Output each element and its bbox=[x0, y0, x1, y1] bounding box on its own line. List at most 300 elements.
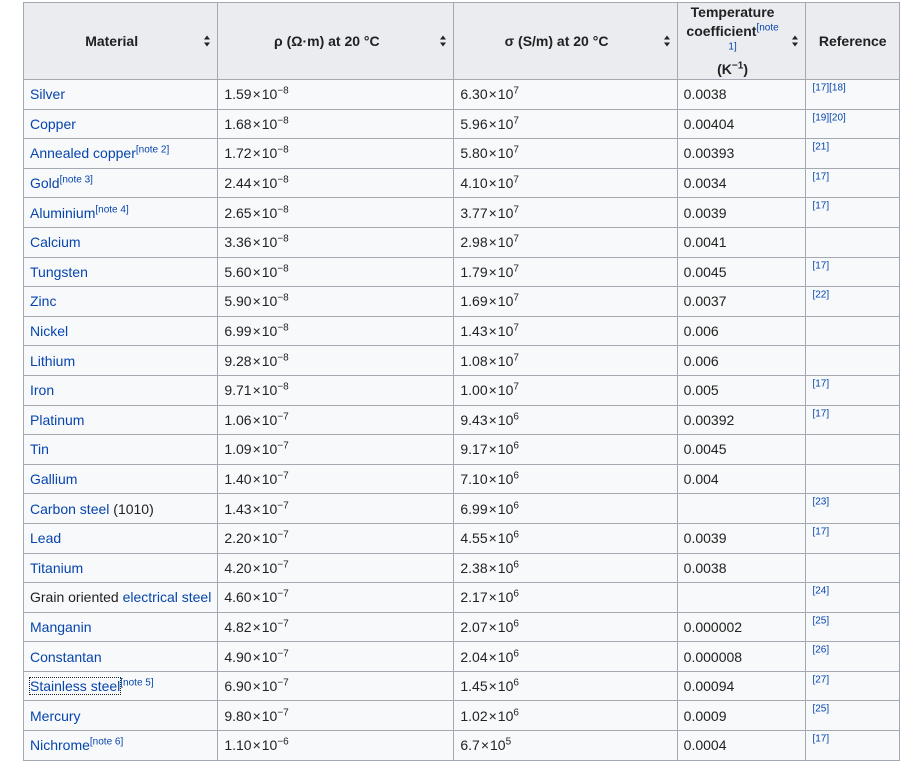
conductivity-exponent: 7 bbox=[513, 85, 519, 97]
table-row bbox=[24, 464, 900, 494]
conductivity-exponent: 6 bbox=[513, 470, 519, 482]
temperature-coefficient-value: 0.00393 bbox=[683, 145, 735, 162]
temperature-coefficient-value: 0.0037 bbox=[683, 293, 727, 310]
base-ten: 10 bbox=[261, 115, 278, 132]
base-ten: 10 bbox=[497, 530, 514, 547]
resistivity-exponent: −7 bbox=[277, 647, 289, 659]
conductivity-mantissa: 2.04 bbox=[460, 648, 488, 665]
conductivity-exponent: 7 bbox=[513, 263, 519, 275]
times-sign: × bbox=[252, 678, 261, 695]
material-link[interactable]: Nickel bbox=[30, 323, 69, 340]
conductivity-cell bbox=[454, 523, 677, 553]
resistivity-mantissa: 1.10 bbox=[224, 737, 252, 754]
conductivity-exponent: 6 bbox=[513, 559, 519, 571]
resistivity-exponent: −7 bbox=[277, 470, 289, 482]
header-material[interactable] bbox=[24, 3, 218, 80]
times-sign: × bbox=[252, 293, 261, 310]
base-ten: 10 bbox=[497, 115, 514, 132]
base-ten: 10 bbox=[497, 589, 514, 606]
material-cell bbox=[24, 168, 218, 198]
resistivity-cell bbox=[218, 731, 454, 761]
sort-icon[interactable] bbox=[440, 36, 447, 47]
reference-link[interactable]: [21] bbox=[812, 141, 830, 153]
material-cell bbox=[24, 583, 218, 613]
base-ten: 10 bbox=[261, 352, 278, 369]
reference-cell bbox=[806, 612, 900, 642]
temperature-coefficient-cell bbox=[677, 287, 806, 317]
times-sign: × bbox=[488, 234, 497, 251]
resistivity-cell bbox=[218, 583, 454, 613]
reference-cell bbox=[806, 227, 900, 257]
resistivity-mantissa: 4.20 bbox=[224, 559, 252, 576]
table-row bbox=[24, 109, 900, 139]
conductivity-cell bbox=[454, 553, 677, 583]
resistivity-cell bbox=[218, 375, 454, 405]
material-link[interactable]: electrical steel bbox=[122, 589, 212, 606]
base-ten: 10 bbox=[261, 618, 278, 635]
resistivity-exponent: −7 bbox=[277, 707, 289, 719]
times-sign: × bbox=[488, 175, 497, 192]
temperature-coefficient-value: 0.000002 bbox=[683, 618, 743, 635]
times-sign: × bbox=[488, 648, 497, 665]
base-ten: 10 bbox=[261, 293, 278, 310]
resistivity-exponent: −8 bbox=[277, 85, 289, 97]
material-cell bbox=[24, 553, 218, 583]
times-sign: × bbox=[488, 115, 497, 132]
temperature-coefficient-value: 0.00404 bbox=[683, 115, 735, 132]
times-sign: × bbox=[252, 589, 261, 606]
material-cell bbox=[24, 287, 218, 317]
times-sign: × bbox=[252, 382, 261, 399]
resistivity-mantissa: 1.09 bbox=[224, 441, 252, 458]
base-ten: 10 bbox=[261, 234, 278, 251]
times-sign: × bbox=[252, 441, 261, 458]
temperature-coefficient-cell bbox=[677, 612, 806, 642]
material-link[interactable]: Lead bbox=[30, 530, 62, 547]
reference-link[interactable]: [25] bbox=[812, 615, 830, 627]
times-sign: × bbox=[252, 559, 261, 576]
base-ten: 10 bbox=[497, 678, 514, 695]
reference-cell bbox=[806, 139, 900, 169]
sort-icon[interactable] bbox=[204, 36, 211, 47]
times-sign: × bbox=[488, 678, 497, 695]
material-cell bbox=[24, 316, 218, 346]
table-row bbox=[24, 227, 900, 257]
material-cell bbox=[24, 257, 218, 287]
conductivity-mantissa: 1.69 bbox=[460, 293, 488, 310]
reference-cell bbox=[806, 346, 900, 376]
resistivity-mantissa: 2.20 bbox=[224, 530, 252, 547]
resistivity-exponent: −7 bbox=[277, 499, 289, 511]
times-sign: × bbox=[488, 707, 497, 724]
temperature-coefficient-cell bbox=[677, 198, 806, 228]
temperature-coefficient-value: 0.0041 bbox=[683, 234, 727, 251]
conductivity-exponent: 7 bbox=[513, 204, 519, 216]
conductivity-cell bbox=[454, 227, 677, 257]
conductivity-cell bbox=[454, 612, 677, 642]
temperature-coefficient-cell bbox=[677, 227, 806, 257]
conductivity-mantissa: 4.10 bbox=[460, 175, 488, 192]
resistivity-exponent: −8 bbox=[277, 381, 289, 393]
header-row bbox=[24, 3, 900, 80]
resistivity-mantissa: 1.43 bbox=[224, 500, 252, 517]
reference-link[interactable]: [17][18] bbox=[812, 82, 846, 94]
resistivity-mantissa: 2.44 bbox=[224, 175, 252, 192]
material-cell bbox=[24, 435, 218, 465]
resistivity-mantissa: 4.60 bbox=[224, 589, 252, 606]
times-sign: × bbox=[252, 500, 261, 517]
base-ten: 10 bbox=[261, 648, 278, 665]
base-ten: 10 bbox=[497, 411, 514, 428]
table-row bbox=[24, 583, 900, 613]
conductivity-cell bbox=[454, 583, 677, 613]
material-link[interactable]: Gold bbox=[30, 175, 60, 192]
reference-cell bbox=[806, 80, 900, 110]
table-row bbox=[24, 405, 900, 435]
reference-cell bbox=[806, 257, 900, 287]
conductivity-exponent: 6 bbox=[513, 499, 519, 511]
temperature-coefficient-value: 0.0045 bbox=[683, 441, 727, 458]
conductivity-mantissa: 5.96 bbox=[460, 115, 488, 132]
reference-link[interactable]: [25] bbox=[812, 703, 830, 715]
base-ten: 10 bbox=[261, 145, 278, 162]
conductivity-cell bbox=[454, 494, 677, 524]
resistivity-cell bbox=[218, 139, 454, 169]
conductivity-exponent: 6 bbox=[513, 707, 519, 719]
material-cell bbox=[24, 701, 218, 731]
conductivity-exponent: 6 bbox=[513, 618, 519, 630]
header-reference bbox=[806, 3, 900, 80]
base-ten: 10 bbox=[497, 648, 514, 665]
reference-link[interactable]: [19][20] bbox=[812, 111, 846, 123]
resistivity-cell bbox=[218, 612, 454, 642]
resistivity-exponent: −8 bbox=[277, 292, 289, 304]
reference-link[interactable]: [27] bbox=[812, 674, 830, 686]
times-sign: × bbox=[252, 175, 261, 192]
conductivity-cell bbox=[454, 168, 677, 198]
conductivity-cell bbox=[454, 405, 677, 435]
times-sign: × bbox=[488, 500, 497, 517]
table-row bbox=[24, 494, 900, 524]
conductivity-mantissa: 9.17 bbox=[460, 441, 488, 458]
conductivity-cell bbox=[454, 198, 677, 228]
material-cell bbox=[24, 642, 218, 672]
base-ten: 10 bbox=[261, 678, 278, 695]
times-sign: × bbox=[488, 382, 497, 399]
base-ten: 10 bbox=[261, 707, 278, 724]
base-ten: 10 bbox=[497, 352, 514, 369]
material-link[interactable]: Manganin bbox=[30, 618, 92, 635]
resistivity-cell bbox=[218, 346, 454, 376]
reference-cell bbox=[806, 375, 900, 405]
material-link[interactable]: Calcium bbox=[30, 234, 81, 251]
reference-link[interactable]: [17] bbox=[812, 259, 830, 271]
material-link[interactable]: Zinc bbox=[30, 293, 57, 310]
reference-link[interactable]: [17] bbox=[812, 200, 830, 212]
times-sign: × bbox=[252, 204, 261, 221]
conductivity-mantissa: 6.30 bbox=[460, 86, 488, 103]
base-ten: 10 bbox=[261, 559, 278, 576]
temperature-coefficient-cell bbox=[677, 257, 806, 287]
temperature-coefficient-value: 0.0038 bbox=[683, 559, 727, 576]
table-row bbox=[24, 139, 900, 169]
temperature-coefficient-cell bbox=[677, 523, 806, 553]
temperature-coefficient-value: 0.0039 bbox=[683, 530, 727, 547]
table-row bbox=[24, 346, 900, 376]
times-sign: × bbox=[252, 86, 261, 103]
conductivity-exponent: 6 bbox=[513, 411, 519, 423]
conductivity-exponent: 6 bbox=[513, 529, 519, 541]
conductivity-mantissa: 2.38 bbox=[460, 559, 488, 576]
base-ten: 10 bbox=[497, 707, 514, 724]
conductivity-cell bbox=[454, 464, 677, 494]
times-sign: × bbox=[252, 471, 261, 488]
reference-cell bbox=[806, 109, 900, 139]
reference-link[interactable]: [17] bbox=[812, 171, 830, 183]
resistivity-mantissa: 5.60 bbox=[224, 263, 252, 280]
resistivity-mantissa: 9.80 bbox=[224, 707, 252, 724]
header-temperature-coefficient[interactable] bbox=[677, 3, 806, 80]
times-sign: × bbox=[488, 559, 497, 576]
table-row bbox=[24, 701, 900, 731]
header-conductivity[interactable] bbox=[454, 3, 677, 80]
resistivity-cell bbox=[218, 464, 454, 494]
resistivity-mantissa: 5.90 bbox=[224, 293, 252, 310]
material-link[interactable]: Annealed copper bbox=[30, 145, 136, 162]
base-ten: 10 bbox=[261, 323, 278, 340]
conductivity-mantissa: 6.7 bbox=[460, 737, 480, 754]
resistivity-exponent: −8 bbox=[277, 351, 289, 363]
resistivity-cell bbox=[218, 553, 454, 583]
sort-icon[interactable] bbox=[792, 36, 799, 47]
conductivity-mantissa: 1.45 bbox=[460, 678, 488, 695]
conductivity-cell bbox=[454, 287, 677, 317]
resistivity-cell bbox=[218, 198, 454, 228]
material-note-link[interactable]: [note 4] bbox=[95, 204, 129, 216]
temperature-coefficient-cell bbox=[677, 642, 806, 672]
reference-link[interactable]: [23] bbox=[812, 496, 830, 508]
times-sign: × bbox=[252, 234, 261, 251]
material-cell bbox=[24, 405, 218, 435]
reference-cell bbox=[806, 523, 900, 553]
resistivity-cell bbox=[218, 316, 454, 346]
conductivity-cell bbox=[454, 80, 677, 110]
resistivity-mantissa: 6.90 bbox=[224, 678, 252, 695]
material-link[interactable]: Tin bbox=[30, 441, 49, 458]
material-link[interactable]: Platinum bbox=[30, 411, 85, 428]
table-row bbox=[24, 731, 900, 761]
temperature-coefficient-cell bbox=[677, 701, 806, 731]
times-sign: × bbox=[480, 737, 490, 754]
conductivity-exponent: 6 bbox=[513, 677, 519, 689]
material-link[interactable]: Lithium bbox=[30, 352, 76, 369]
resistivity-cell bbox=[218, 109, 454, 139]
material-link[interactable]: Tungsten bbox=[30, 263, 88, 280]
temperature-coefficient-cell bbox=[677, 109, 806, 139]
material-cell bbox=[24, 198, 218, 228]
times-sign: × bbox=[488, 411, 497, 428]
resistivity-mantissa: 2.65 bbox=[224, 204, 252, 221]
resistivity-exponent: −7 bbox=[277, 618, 289, 630]
conductivity-exponent: 7 bbox=[513, 233, 519, 245]
resistivity-mantissa: 4.82 bbox=[224, 618, 252, 635]
resistivity-cell bbox=[218, 227, 454, 257]
temperature-coefficient-value: 0.0004 bbox=[683, 737, 727, 754]
material-cell bbox=[24, 612, 218, 642]
table-row bbox=[24, 553, 900, 583]
material-prefix: Grain oriented bbox=[30, 589, 123, 606]
reference-cell bbox=[806, 435, 900, 465]
temperature-coefficient-value: 0.0009 bbox=[683, 707, 727, 724]
header-temp-note-link[interactable]: [note 1] bbox=[728, 22, 779, 53]
conductivity-cell bbox=[454, 139, 677, 169]
base-ten: 10 bbox=[497, 441, 514, 458]
resistivity-cell bbox=[218, 405, 454, 435]
resistivity-cell bbox=[218, 287, 454, 317]
table-row bbox=[24, 80, 900, 110]
base-ten: 10 bbox=[497, 471, 514, 488]
conductivity-mantissa: 1.08 bbox=[460, 352, 488, 369]
times-sign: × bbox=[488, 352, 497, 369]
times-sign: × bbox=[252, 618, 261, 635]
header-resistivity[interactable] bbox=[218, 3, 454, 80]
temperature-coefficient-value: 0.00094 bbox=[683, 678, 735, 695]
times-sign: × bbox=[488, 441, 497, 458]
resistivity-mantissa: 1.72 bbox=[224, 145, 252, 162]
times-sign: × bbox=[252, 263, 261, 280]
base-ten: 10 bbox=[497, 263, 514, 280]
header-temp-line1: Temperature bbox=[690, 4, 775, 20]
conductivity-mantissa: 7.10 bbox=[460, 471, 488, 488]
material-note-link[interactable]: [note 5] bbox=[120, 677, 154, 689]
resistivity-mantissa: 1.68 bbox=[224, 115, 252, 132]
header-temp-unit-exp: −1 bbox=[731, 60, 744, 72]
times-sign: × bbox=[488, 589, 497, 606]
reference-cell bbox=[806, 405, 900, 435]
material-link[interactable]: Carbon steel bbox=[30, 500, 110, 517]
table-row bbox=[24, 198, 900, 228]
temperature-coefficient-value: 0.0038 bbox=[683, 86, 727, 103]
temperature-coefficient-cell bbox=[677, 375, 806, 405]
reference-link[interactable]: [26] bbox=[812, 644, 830, 656]
base-ten: 10 bbox=[261, 86, 278, 103]
material-note-link[interactable]: [note 3] bbox=[59, 174, 93, 186]
base-ten: 10 bbox=[261, 737, 278, 754]
times-sign: × bbox=[252, 530, 261, 547]
conductivity-cell bbox=[454, 435, 677, 465]
material-link[interactable]: Titanium bbox=[30, 559, 84, 576]
reference-link[interactable]: [17] bbox=[812, 526, 830, 538]
material-link[interactable]: Aluminium bbox=[30, 204, 96, 221]
resistivity-cell bbox=[218, 168, 454, 198]
temperature-coefficient-cell bbox=[677, 731, 806, 761]
temperature-coefficient-value: 0.005 bbox=[683, 382, 719, 399]
material-note-link[interactable]: [note 6] bbox=[89, 736, 124, 748]
times-sign: × bbox=[488, 618, 497, 635]
resistivity-exponent: −6 bbox=[277, 736, 289, 748]
reference-cell bbox=[806, 671, 900, 701]
temperature-coefficient-value: 0.004 bbox=[683, 471, 719, 488]
reference-cell bbox=[806, 464, 900, 494]
resistivity-mantissa: 3.36 bbox=[224, 234, 252, 251]
base-ten: 10 bbox=[261, 175, 278, 192]
conductivity-exponent: 6 bbox=[513, 647, 519, 659]
material-suffix: (1010) bbox=[109, 500, 154, 517]
reference-cell bbox=[806, 642, 900, 672]
base-ten: 10 bbox=[261, 589, 278, 606]
reference-cell bbox=[806, 198, 900, 228]
resistivity-exponent: −7 bbox=[277, 677, 289, 689]
reference-link[interactable]: [24] bbox=[812, 585, 830, 597]
times-sign: × bbox=[252, 115, 261, 132]
conductivity-cell bbox=[454, 316, 677, 346]
conductivity-cell bbox=[454, 257, 677, 287]
times-sign: × bbox=[488, 204, 497, 221]
material-cell bbox=[24, 671, 218, 701]
table-row bbox=[24, 642, 900, 672]
times-sign: × bbox=[252, 352, 261, 369]
material-link[interactable]: Nichrome bbox=[30, 737, 90, 754]
conductivity-exponent: 6 bbox=[513, 440, 519, 452]
material-link[interactable]: Gallium bbox=[30, 471, 78, 488]
material-note-link[interactable]: [note 2] bbox=[135, 144, 170, 156]
material-link[interactable]: Iron bbox=[30, 382, 55, 399]
table-row bbox=[24, 612, 900, 642]
material-link[interactable]: Stainless steel bbox=[30, 678, 121, 695]
temperature-coefficient-cell bbox=[677, 435, 806, 465]
reference-cell bbox=[806, 287, 900, 317]
conductivity-cell bbox=[454, 375, 677, 405]
temperature-coefficient-cell bbox=[677, 405, 806, 435]
material-link[interactable]: Silver bbox=[30, 86, 66, 103]
conductivity-mantissa: 1.00 bbox=[460, 382, 488, 399]
reference-link[interactable]: [17] bbox=[812, 407, 830, 419]
material-link[interactable]: Constantan bbox=[30, 648, 102, 665]
times-sign: × bbox=[488, 293, 497, 310]
material-link[interactable]: Mercury bbox=[30, 707, 81, 724]
table-body bbox=[24, 80, 900, 761]
times-sign: × bbox=[252, 737, 261, 754]
reference-link[interactable]: [22] bbox=[812, 289, 830, 301]
temperature-coefficient-value: 0.006 bbox=[683, 352, 719, 369]
header-resistivity-label: ρ (Ω·m) at 20 °C bbox=[274, 32, 380, 49]
temperature-coefficient-cell bbox=[677, 168, 806, 198]
resistivity-exponent: −8 bbox=[277, 115, 289, 127]
times-sign: × bbox=[488, 323, 497, 340]
times-sign: × bbox=[252, 707, 261, 724]
reference-link[interactable]: [17] bbox=[812, 733, 830, 745]
conductivity-cell bbox=[454, 109, 677, 139]
resistivity-exponent: −8 bbox=[277, 322, 289, 334]
header-temp-line2: coefficient bbox=[686, 23, 757, 39]
table-row bbox=[24, 257, 900, 287]
material-link[interactable]: Copper bbox=[30, 115, 76, 132]
times-sign: × bbox=[252, 411, 261, 428]
base-ten: 10 bbox=[261, 441, 278, 458]
reference-cell bbox=[806, 553, 900, 583]
conductivity-mantissa: 6.99 bbox=[460, 500, 488, 517]
material-cell bbox=[24, 375, 218, 405]
resistivity-exponent: −7 bbox=[277, 411, 289, 423]
resistivity-cell bbox=[218, 494, 454, 524]
sort-icon[interactable] bbox=[664, 36, 671, 47]
resistivity-exponent: −8 bbox=[277, 263, 289, 275]
temperature-coefficient-cell bbox=[677, 553, 806, 583]
times-sign: × bbox=[488, 145, 497, 162]
temperature-coefficient-cell bbox=[677, 583, 806, 613]
times-sign: × bbox=[252, 145, 261, 162]
reference-link[interactable]: [17] bbox=[812, 378, 830, 390]
